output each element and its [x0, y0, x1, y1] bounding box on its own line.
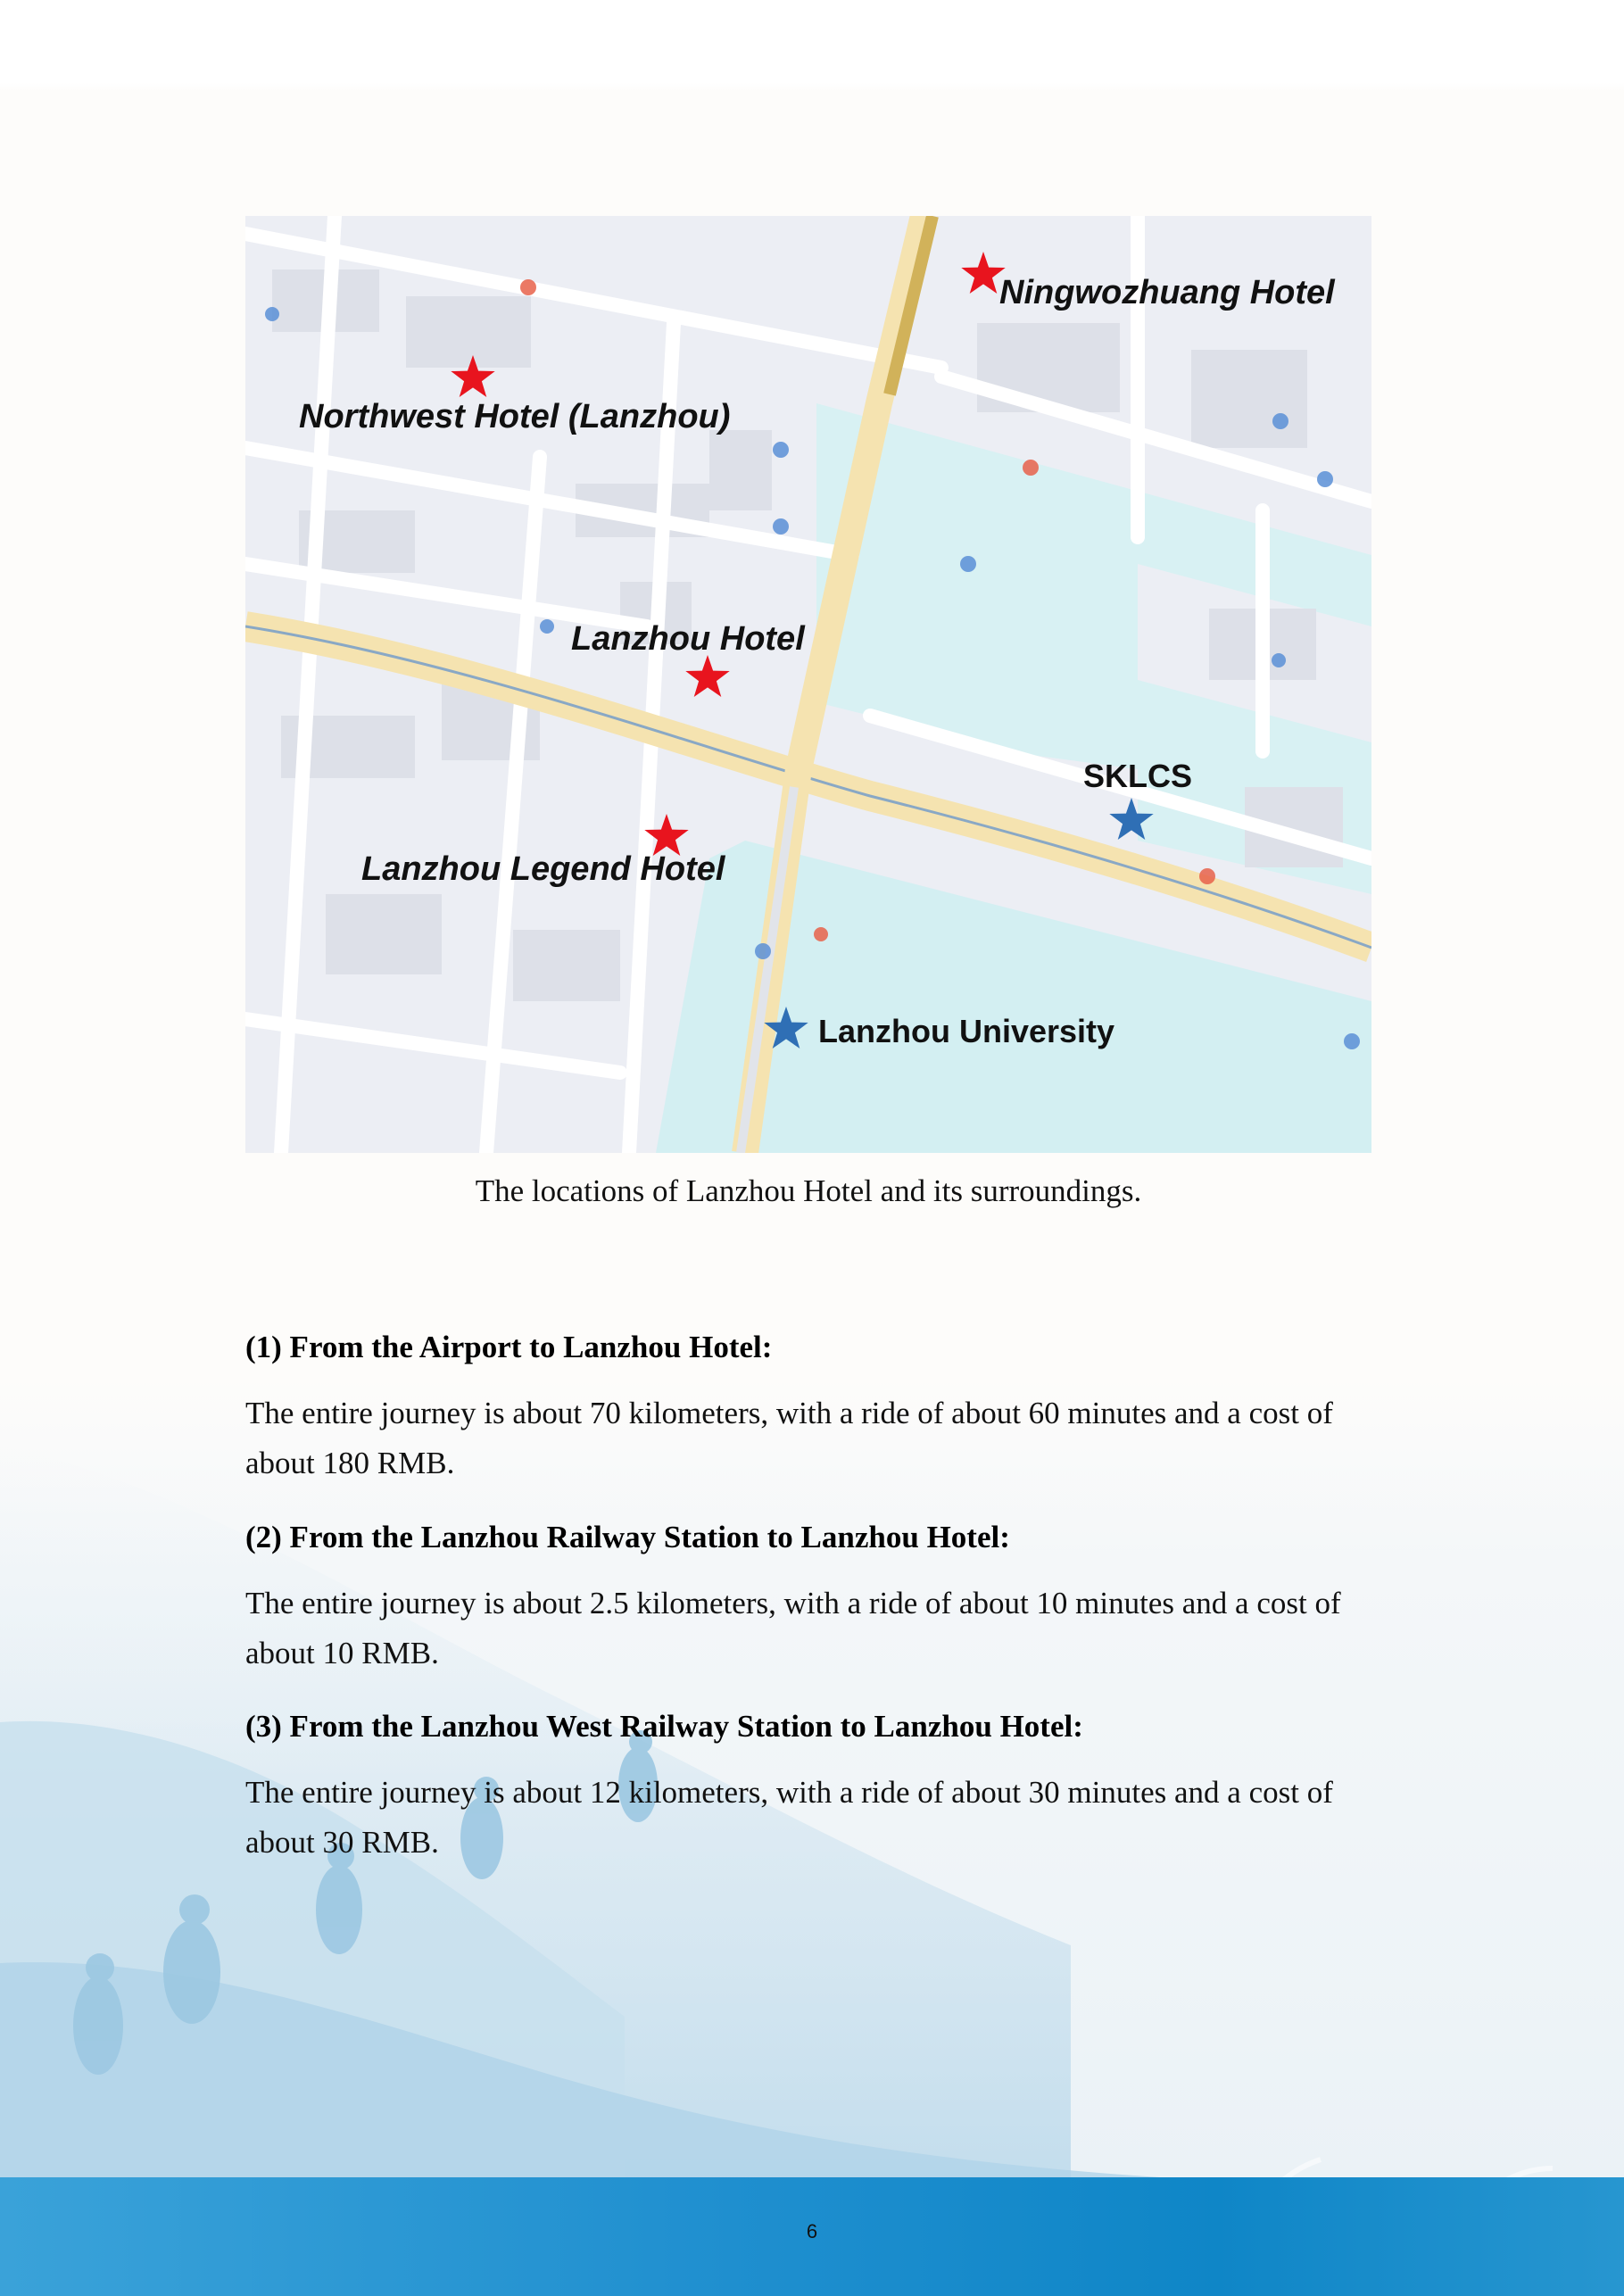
section-heading: (2) From the Lanzhou Railway Station to Lanzhou Hotel: [245, 1520, 1010, 1554]
location-map [245, 216, 1371, 1153]
sklcs-label: SKLCS [1083, 758, 1193, 794]
lanzhou-legend-hotel-label: Lanzhou Legend Hotel [361, 850, 725, 888]
northwest-hotel-label: Northwest Hotel (Lanzhou) [299, 398, 731, 435]
route-section-railway-station [245, 1520, 1371, 1678]
section-heading: (1) From the Airport to Lanzhou Hotel: [245, 1330, 773, 1364]
map-canvas [245, 216, 1371, 1153]
section-body: The entire journey is about 70 kilometers, with a ride of about 60 minutes and a cost of about 180 RMB. [245, 1396, 1333, 1480]
section-heading: (3) From the Lanzhou West Railway Station to Lanzhou Hotel: [245, 1709, 1083, 1744]
section-body: The entire journey is about 2.5 kilometers, with a ride of about 10 minutes and a cost of about 10 RMB. [245, 1586, 1341, 1670]
route-section-west-railway-station [245, 1709, 1371, 1868]
lanzhou-university-label: Lanzhou University [818, 1013, 1115, 1049]
route-section-airport [245, 1330, 1371, 1488]
section-body: The entire journey is about 12 kilometers, with a ride of about 30 minutes and a cost of about 30 RMB. [245, 1775, 1333, 1860]
figure-caption: The locations of Lanzhou Hotel and its surroundings. [475, 1173, 1142, 1208]
page-number: 6 [806, 2220, 818, 2242]
lanzhou-hotel-label: Lanzhou Hotel [571, 620, 805, 658]
ningwozhuang-hotel-label: Ningwozhuang Hotel [999, 274, 1335, 311]
